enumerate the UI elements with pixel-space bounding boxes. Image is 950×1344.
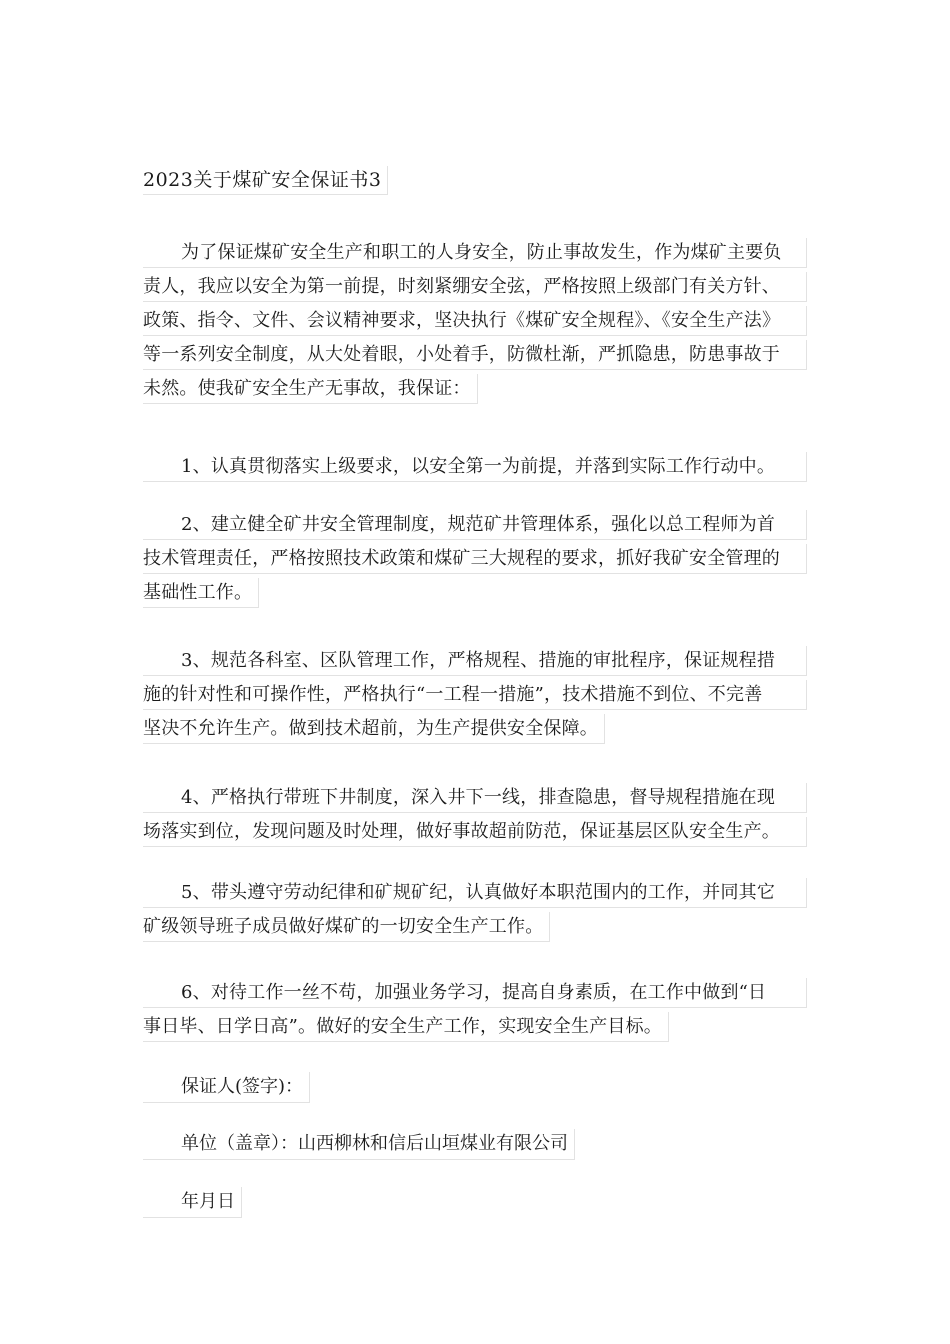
paragraph-line: 4、严格执行带班下井制度，深入井下一线，排查隐患，督导规程措施在现 (143, 783, 807, 813)
paragraph-line: 为了保证煤矿安全生产和职工的人身安全，防止事故发生，作为煤矿主要负 (143, 238, 807, 268)
paragraph-line: 施的针对性和可操作性，严格执行“一工程一措施”，技术措施不到位、不完善 (143, 680, 807, 710)
paragraph-line: 事日毕、日学日高”。做好的安全生产工作，实现安全生产目标。 (143, 1012, 669, 1042)
paragraph-line: 1、认真贯彻落实上级要求，以安全第一为前提，并落到实际工作行动中。 (143, 452, 807, 482)
paragraph-line: 矿级领导班子成员做好煤矿的一切安全生产工作。 (143, 912, 550, 942)
unit-seal-line: 单位（盖章）：山西柳林和信后山垣煤业有限公司 (143, 1129, 575, 1160)
item-paragraph-5 (143, 878, 807, 950)
paragraph-line: 基础性工作。 (143, 578, 259, 608)
guarantor-signature-line: 保证人(签字)： (143, 1072, 310, 1103)
item-paragraph-2 (143, 510, 807, 616)
paragraph-line: 坚决不允许生产。做到技术超前，为生产提供安全保障。 (143, 714, 605, 744)
document-title: 2023关于煤矿安全保证书3 (143, 166, 388, 195)
date-line: 年月日 (143, 1187, 242, 1218)
paragraph-line: 责人，我应以安全为第一前提，时刻紧绷安全弦，严格按照上级部门有关方针、 (143, 272, 807, 302)
paragraph-line: 2、建立健全矿井安全管理制度，规范矿井管理体系，强化以总工程师为首 (143, 510, 807, 540)
item-paragraph-4 (143, 783, 807, 851)
paragraph-line: 场落实到位，发现问题及时处理，做好事故超前防范，保证基层区队安全生产。 (143, 817, 807, 847)
paragraph-line: 未然。使我矿安全生产无事故，我保证： (143, 374, 478, 404)
paragraph-line: 等一系列安全制度，从大处着眼，小处着手，防微杜渐，严抓隐患，防患事故于 (143, 340, 807, 370)
paragraph-line: 6、对待工作一丝不苟，加强业务学习，提高自身素质，在工作中做到“日 (143, 978, 807, 1008)
item-paragraph-1 (143, 452, 807, 486)
paragraph-line: 3、规范各科室、区队管理工作，严格规程、措施的审批程序，保证规程措 (143, 646, 807, 676)
paragraph-line: 5、带头遵守劳动纪律和矿规矿纪，认真做好本职范围内的工作，并同其它 (143, 878, 807, 908)
paragraph-line: 政策、指令、文件、会议精神要求，坚决执行《煤矿安全规程》、《安全生产法》 (143, 306, 807, 336)
intro-paragraph (143, 238, 807, 412)
item-paragraph-6 (143, 978, 807, 1050)
paragraph-line: 技术管理责任，严格按照技术政策和煤矿三大规程的要求，抓好我矿安全管理的 (143, 544, 807, 574)
item-paragraph-3 (143, 646, 807, 752)
